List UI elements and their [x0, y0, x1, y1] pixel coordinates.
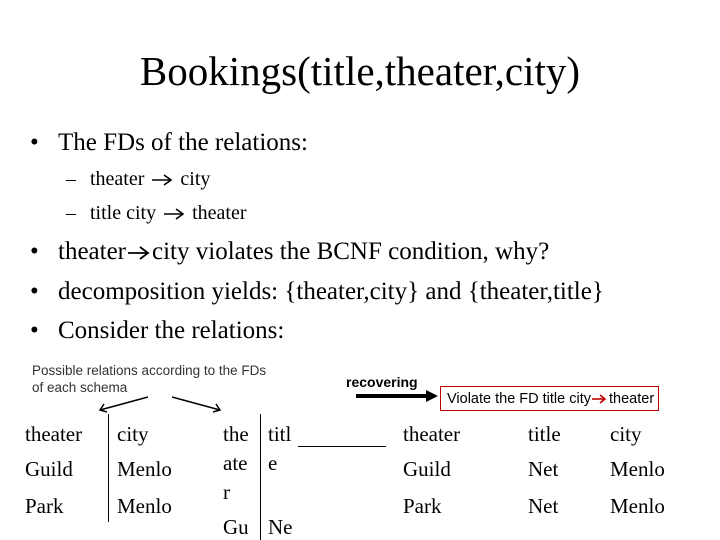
bullet-dot: • [30, 129, 39, 156]
table-divider [260, 414, 261, 540]
recovering-arrow-icon [354, 388, 440, 404]
table-cell: Net [528, 494, 559, 518]
violate-text: Violate the FD title city [447, 391, 591, 407]
table-cell: Ne [268, 515, 293, 539]
table-divider [298, 446, 386, 447]
bullet-dot: • [30, 317, 39, 344]
sub-dash: – [66, 202, 76, 224]
table-header: titl [268, 422, 292, 446]
bullet-dot: • [30, 238, 39, 265]
table-header: r [223, 480, 230, 504]
fd-lhs: theater [90, 168, 145, 190]
slide-title: Bookings(title,theater,city) [139, 48, 581, 94]
table-cell: Menlo [610, 494, 665, 518]
table-cell: Park [25, 494, 64, 518]
table-header: city [117, 422, 149, 446]
note-line-1: Possible relations according to the FDs [32, 363, 267, 378]
table-cell: Menlo [117, 494, 172, 518]
bullet-text: violates the BCNF condition, why? [195, 238, 550, 265]
bullet-text: The FDs of the relations: [58, 129, 308, 156]
table-cell: Net [528, 457, 559, 481]
table-header: theater [403, 422, 461, 446]
table-cell: Menlo [117, 457, 172, 481]
sub-dash: – [66, 168, 76, 190]
table-cell: Guild [25, 457, 73, 481]
bullet-dot: • [30, 278, 39, 305]
note-line-2: of each schema [32, 380, 128, 395]
violate-fd-box [440, 386, 659, 411]
fd-lhs: title city [90, 202, 157, 224]
table-cell: Guild [403, 457, 451, 481]
arrow-right-icon [591, 393, 609, 405]
table-header: city [610, 422, 642, 446]
fd-rhs: theater [192, 202, 247, 224]
bullet-fd-right: city [152, 238, 190, 265]
recovering-label: recovering [346, 374, 418, 390]
table-cell: Park [403, 494, 442, 518]
bullet-text: Consider the relations: [58, 317, 285, 344]
table-cell: Menlo [610, 457, 665, 481]
fd-rhs: city [180, 168, 211, 190]
bullet-text: decomposition yields: {theater,city} and {theater,title} [58, 278, 604, 305]
table-divider [108, 414, 109, 522]
violate-text-suffix: theater [609, 391, 655, 407]
table-header: title [528, 422, 561, 446]
table-cell: Gu [223, 515, 249, 539]
table-header: e [268, 451, 278, 475]
table-header: theater [25, 422, 83, 446]
bullet-fd-left: theater [58, 238, 127, 265]
table-header: ate [223, 451, 248, 475]
table-header: the [223, 422, 249, 446]
